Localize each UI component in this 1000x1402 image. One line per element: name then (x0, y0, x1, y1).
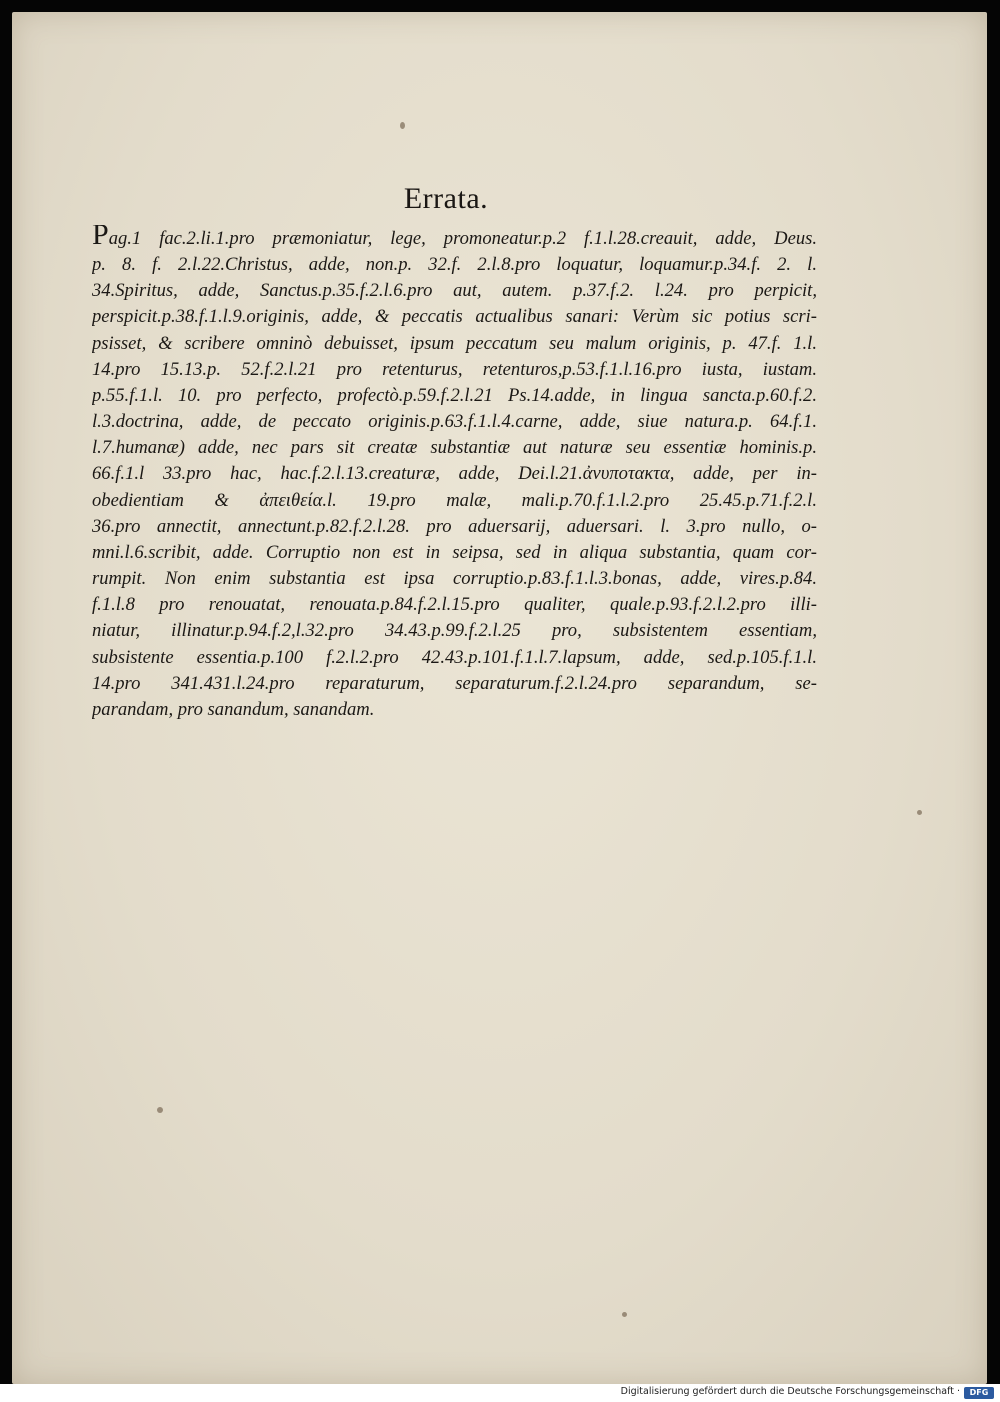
text-line: rumpit. Non enim substantia est ipsa corruptio.p.83.f.1.l.3.bonas, adde, vires.p.84. (92, 568, 817, 590)
text-line: subsistente essentia.p.100 f.2.l.2.pro 42.43.p.101.f.1.l.7.lapsum, adde, sed.p.105.f.1.l. (92, 646, 817, 668)
text-line: obedientiam & ἀπειθεία.l. 19.pro malæ, mali.p.70.f.1.l.2.pro 25.45.p.71.f.2.l. (92, 489, 817, 511)
text-line: niatur, illinatur.p.94.f.2,l.32.pro 34.43.p.99.f.2.l.25 pro, subsistentem essentiam, (92, 620, 817, 642)
text-line: mni.l.6.scribit, adde. Corruptio non est in seipsa, sed in aliqua substantia, quam cor- (92, 541, 817, 563)
text-line: 14.pro 15.13.p. 52.f.2.l.21 pro retenturus, retenturos,p.53.f.1.l.16.pro iusta, iustam. (92, 358, 817, 380)
text-line: 34.Spiritus, adde, Sanctus.p.35.f.2.l.6.pro aut, autem. p.37.f.2. l.24. pro perpicit, (92, 280, 817, 302)
dfg-logo: DFG (964, 1387, 994, 1399)
text-line: 36.pro annectit, annectunt.p.82.f.2.l.28. pro aduersarij, aduersari. l. 3.pro nullo, o- (92, 515, 817, 537)
funding-credit: Digitalisierung gefördert durch die Deutsche Forschungsgemeinschaft · (620, 1386, 960, 1397)
footer-bar (0, 1384, 1000, 1402)
text-line: l.7.humanæ) adde, nec pars sit creatæ substantiæ aut naturæ seu essentiæ hominis.p. (92, 437, 817, 459)
errata-text (92, 225, 817, 723)
text-line: 14.pro 341.431.l.24.pro reparaturum, separaturum.f.2.l.24.pro separandum, se- (92, 672, 817, 694)
text-line: 66.f.1.l 33.pro hac, hac.f.2.l.13.creaturæ, adde, Dei.l.21.ἀνυποτακτα, adde, per in- (92, 463, 817, 485)
text-line: parandam, pro sanandum, sanandam. (92, 698, 375, 720)
paper-spot (622, 1312, 627, 1317)
drop-cap: P (92, 225, 109, 251)
paper-spot (400, 122, 405, 129)
page-title: Errata. (403, 182, 489, 215)
text-line: f.1.l.8 pro renouatat, renouata.p.84.f.2.l.15.pro qualiter, quale.p.93.f.2.l.2.pro illi- (92, 594, 817, 616)
text-line: psisset, & scribere omninò debuisset, ipsum peccatum seu malum originis, p. 47.f. 1.l. (92, 332, 817, 354)
text-line: perspicit.p.38.f.1.l.9.originis, adde, & peccatis actualibus sanari: Verùm sic potius scri- (92, 306, 817, 328)
text-line: Pag.1 fac.2.li.1.pro præmoniatur, lege, promoneatur.p.2 f.1.l.28.creauit, adde, Deus. (92, 225, 817, 252)
text-line: l.3.doctrina, adde, de peccato originis.p.63.f.1.l.4.carne, adde, siue natura.p. 64.f.1. (92, 411, 817, 433)
document-page (12, 12, 987, 1384)
paper-spot (157, 1107, 163, 1113)
text-line: p.55.f.1.l. 10. pro perfecto, profectò.p.59.f.2.l.21 Ps.14.adde, in lingua sancta.p.60.f.2. (92, 384, 817, 406)
paper-spot (917, 810, 922, 815)
text-line: p. 8. f. 2.l.22.Christus, adde, non.p. 32.f. 2.l.8.pro loquatur, loquamur.p.34.f. 2. l. (92, 254, 817, 276)
